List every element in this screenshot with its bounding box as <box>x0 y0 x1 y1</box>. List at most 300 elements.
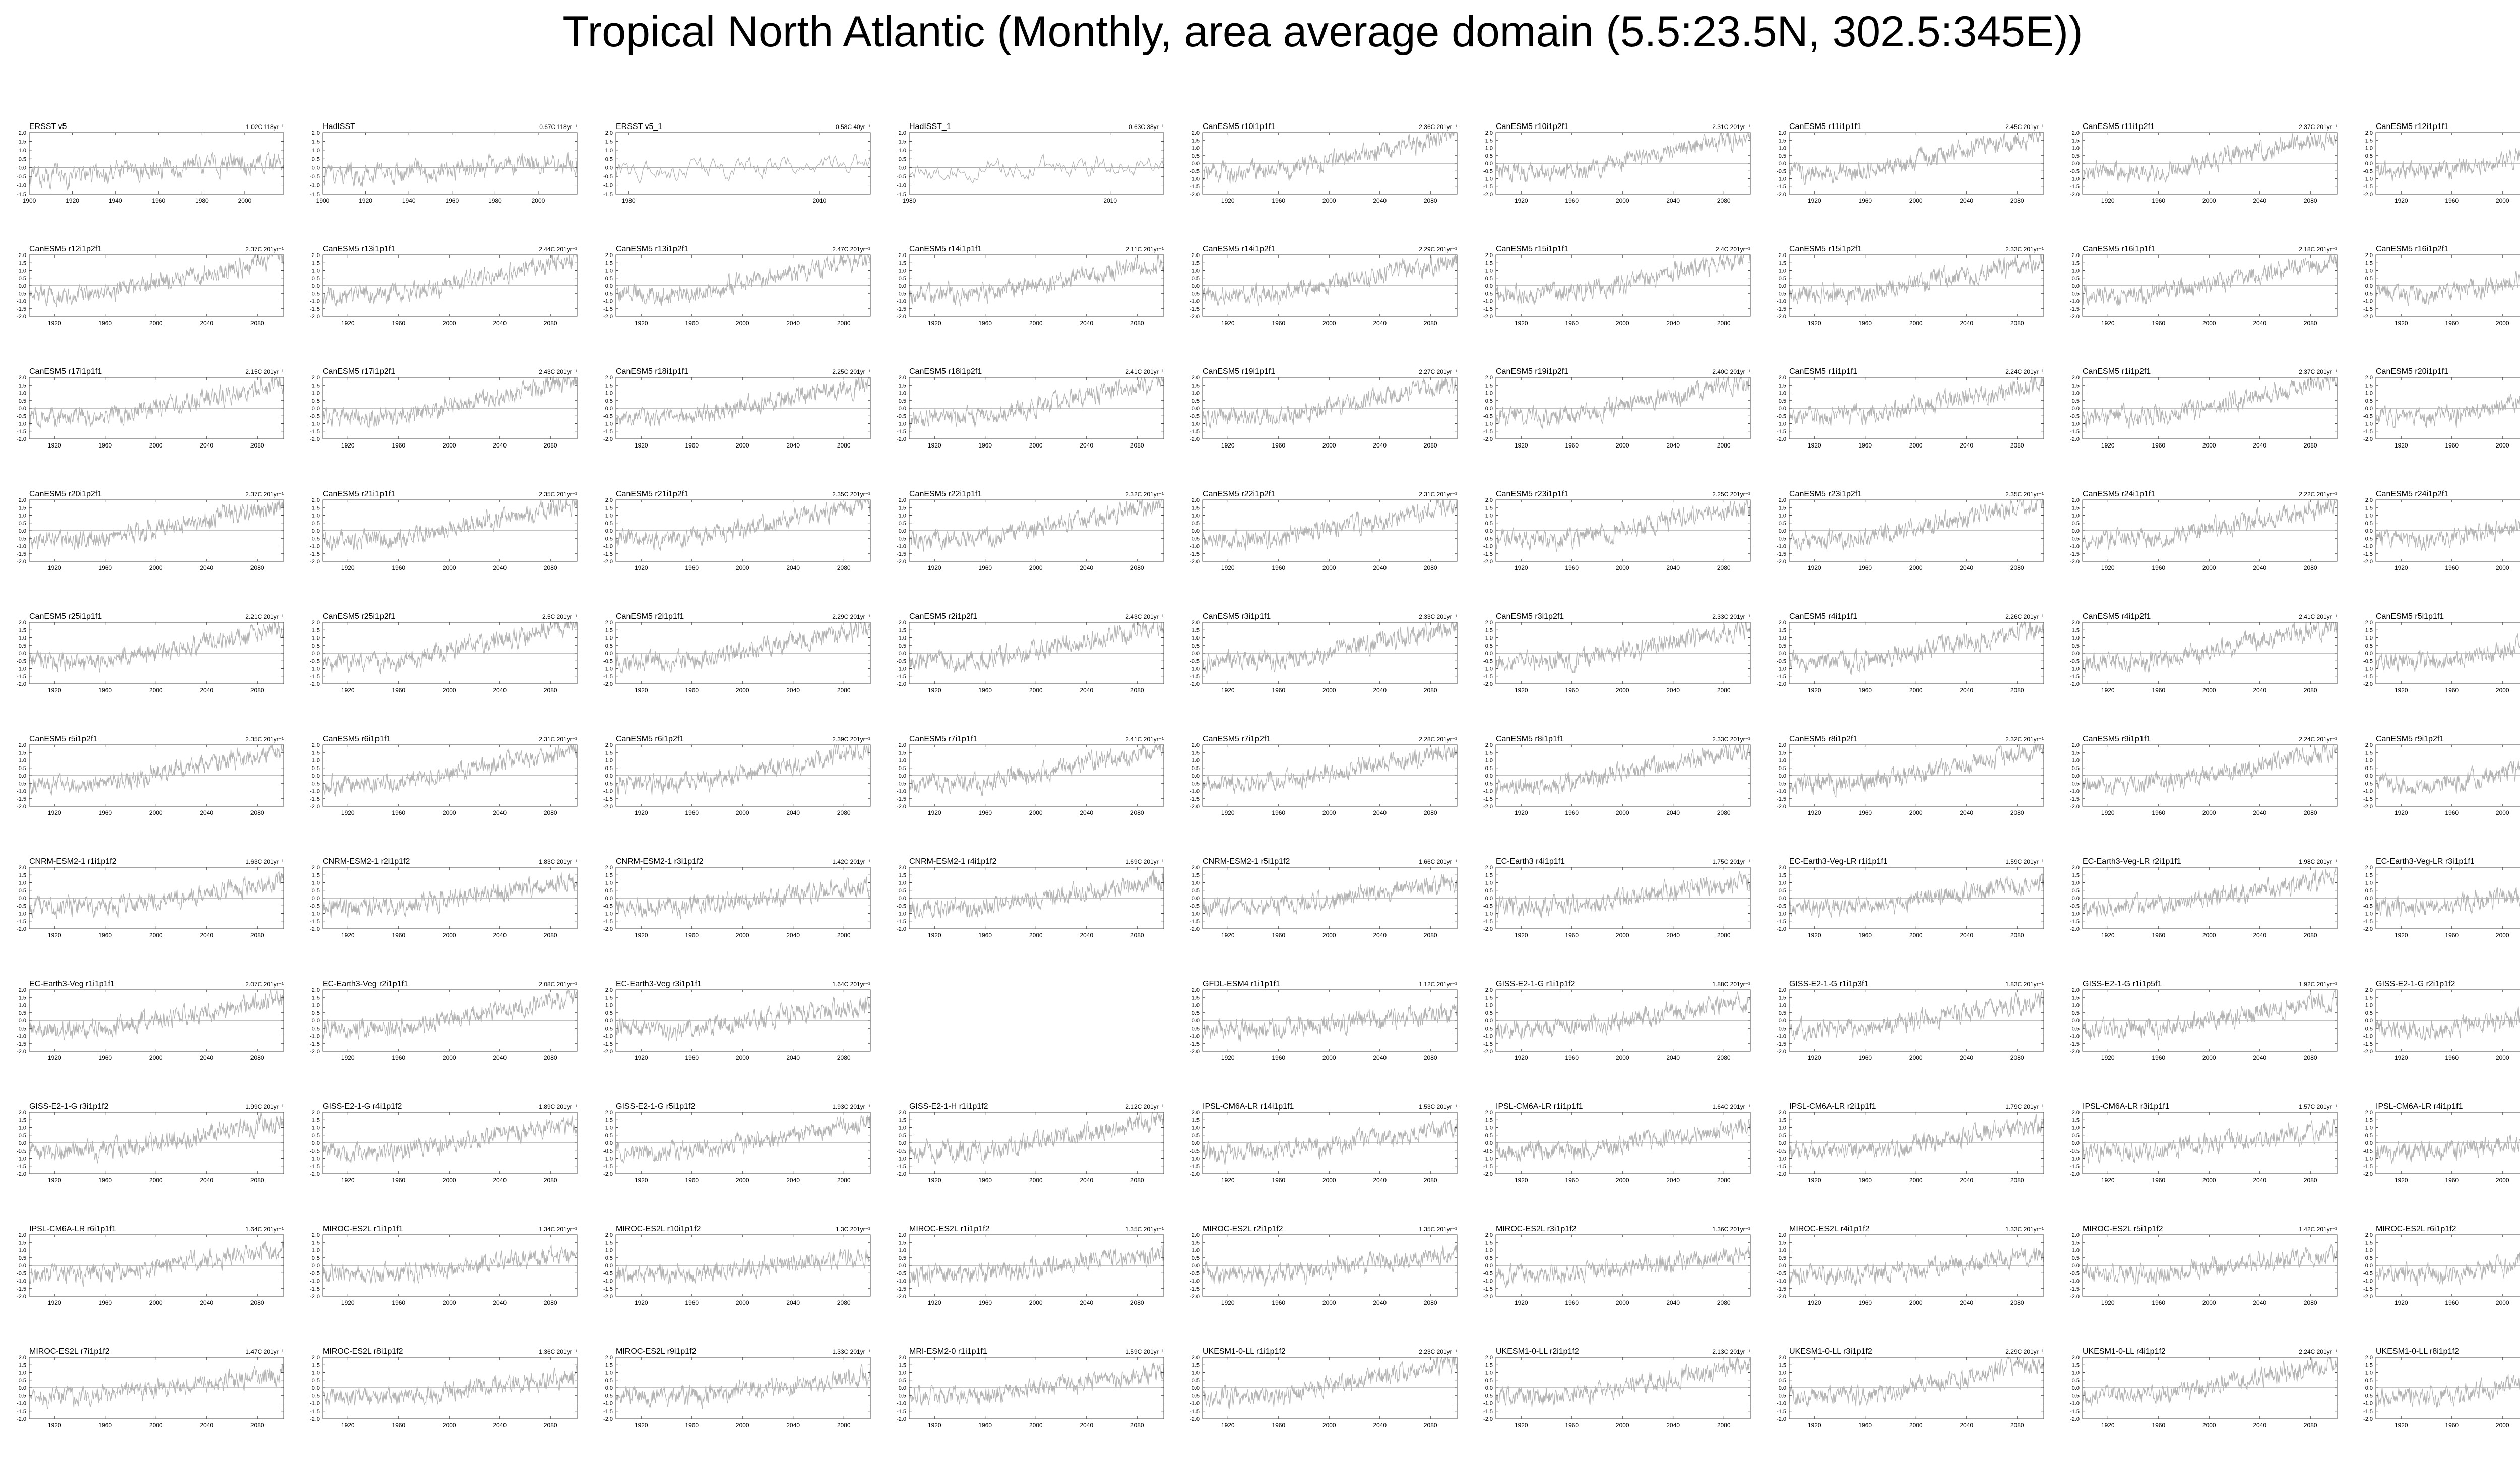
panel-title: IPSL-CM6A-LR r3i1p1f1 <box>2083 1102 2170 1111</box>
series-line <box>1496 133 1750 182</box>
y-tick-label: -1.5 <box>1190 1041 1200 1047</box>
x-tick-label: 2040 <box>1080 1299 1094 1306</box>
y-tick-label: 2.0 <box>898 375 906 381</box>
y-tick-label: -2.0 <box>1777 314 1786 320</box>
y-tick-label: 2.0 <box>2365 742 2373 748</box>
x-tick-label: 2040 <box>786 687 800 694</box>
chart-panel <box>1190 857 1457 939</box>
y-tick-label: 0.0 <box>311 896 320 902</box>
series-line <box>1789 1114 2044 1160</box>
panel-title: GISS-E2-1-G r1i1p1f2 <box>1496 980 1576 988</box>
y-tick-label: 1.0 <box>898 635 906 642</box>
series-line <box>1789 622 2044 675</box>
panel-title: CanESM5 r13i1p1f1 <box>323 245 396 253</box>
y-tick-label: -1.5 <box>17 673 26 680</box>
y-tick-label: -2.0 <box>1190 1049 1200 1055</box>
y-tick-label: 2.0 <box>18 1110 26 1116</box>
x-tick-label: 2000 <box>735 687 749 694</box>
y-tick-label: -2.0 <box>603 1049 613 1055</box>
y-tick-label: 2.0 <box>1485 130 1493 136</box>
y-tick-label: -2.0 <box>2363 1171 2373 1177</box>
x-tick-label: 1920 <box>1514 1422 1528 1429</box>
y-tick-label: 0.5 <box>898 1377 906 1384</box>
y-tick-label: 1.0 <box>1191 390 1200 397</box>
x-tick-label: 2080 <box>1717 1299 1731 1306</box>
y-tick-label: 1.0 <box>311 513 320 519</box>
y-tick-label: 0.0 <box>2071 651 2080 657</box>
y-tick-label: 2.0 <box>1191 987 1200 993</box>
trend-label: 1.53C 201yr⁻¹ <box>1419 1103 1457 1110</box>
x-tick-label: 2000 <box>1029 809 1043 816</box>
x-tick-label: 1920 <box>1807 809 1821 816</box>
x-tick-label: 2080 <box>1717 197 1731 204</box>
y-tick-label: 2.0 <box>311 987 320 993</box>
y-tick-label: 0.0 <box>18 651 26 657</box>
y-tick-label: 1.0 <box>2365 390 2373 397</box>
x-tick-label: 2040 <box>1373 197 1387 204</box>
x-tick-label: 2080 <box>543 1299 557 1306</box>
x-tick-label: 2000 <box>1909 687 1923 694</box>
y-tick-label: 2.0 <box>18 620 26 626</box>
panel-title: CanESM5 r2i1p1f1 <box>616 612 684 621</box>
y-tick-label: -2.0 <box>310 1171 320 1177</box>
y-tick-label: 0.0 <box>2071 406 2080 412</box>
y-tick-label: 1.5 <box>1485 1362 1493 1369</box>
y-tick-label: 1.5 <box>1191 1240 1200 1246</box>
y-tick-label: -0.5 <box>2070 903 2080 910</box>
x-tick-label: 2080 <box>1717 442 1731 449</box>
y-tick-label: 2.0 <box>605 1232 613 1238</box>
chart-panel <box>1777 490 2044 571</box>
chart-panel <box>2363 735 2520 816</box>
x-tick-label: 1920 <box>341 809 355 816</box>
x-tick-label: 1920 <box>2101 687 2115 694</box>
plot-frame <box>29 133 284 194</box>
series-line <box>1203 745 1457 794</box>
y-tick-label: -2.0 <box>2070 314 2080 320</box>
y-tick-label: -1.0 <box>1777 543 1786 550</box>
series-line <box>29 745 284 796</box>
x-tick-label: 1920 <box>1807 442 1821 449</box>
x-tick-label: 2000 <box>1909 932 1923 939</box>
y-tick-label: 1.5 <box>1191 750 1200 756</box>
y-tick-label: -2.0 <box>1483 191 1493 198</box>
x-tick-label: 2000 <box>1322 1177 1336 1184</box>
y-tick-label: -2.0 <box>1190 1294 1200 1300</box>
y-tick-label: -2.0 <box>1777 436 1786 442</box>
y-tick-label: 1.0 <box>1485 1002 1493 1009</box>
y-tick-label: 0.5 <box>1191 153 1200 159</box>
y-tick-label: -1.0 <box>1483 298 1493 305</box>
panel-title: CNRM-ESM2-1 r5i1p1f2 <box>1203 857 1290 866</box>
x-tick-label: 1920 <box>47 932 61 939</box>
y-tick-label: 1.0 <box>1191 1125 1200 1131</box>
y-tick-label: -1.5 <box>2363 1408 2373 1415</box>
y-tick-label: -1.0 <box>2363 421 2373 427</box>
x-tick-label: 2080 <box>837 442 851 449</box>
chart-panel <box>1483 735 1750 816</box>
x-tick-label: 2080 <box>2010 564 2024 571</box>
x-tick-label: 2040 <box>1666 1177 1680 1184</box>
y-tick-label: -1.5 <box>2363 796 2373 802</box>
y-tick-label: 0.5 <box>2071 398 2080 404</box>
y-tick-label: 1.0 <box>605 635 613 642</box>
chart-panel <box>2070 735 2337 816</box>
x-tick-label: 2080 <box>543 932 557 939</box>
y-tick-label: 0.0 <box>18 1263 26 1269</box>
y-tick-label: 0.5 <box>311 1132 320 1139</box>
x-tick-label: 1960 <box>1858 1054 1872 1061</box>
y-tick-label: -1.0 <box>310 911 320 917</box>
y-tick-label: -0.5 <box>1483 536 1493 542</box>
y-tick-label: 1.0 <box>1485 145 1493 152</box>
x-tick-label: 2000 <box>1029 564 1043 571</box>
y-tick-label: 0.0 <box>898 165 906 171</box>
y-tick-label: 1.5 <box>2071 138 2080 144</box>
y-tick-label: -0.5 <box>2363 413 2373 420</box>
trend-label: 1.59C 201yr⁻¹ <box>2005 858 2044 865</box>
y-tick-label: -2.0 <box>1190 314 1200 320</box>
panel-title: MIROC-ES2L r3i1p1f2 <box>1496 1225 1577 1233</box>
y-tick-label: -0.5 <box>1777 903 1786 910</box>
y-tick-label: 2.0 <box>605 497 613 503</box>
y-tick-label: -1.0 <box>310 1156 320 1162</box>
series-line <box>29 872 284 919</box>
y-tick-label: -1.0 <box>603 182 613 189</box>
y-tick-label: -2.0 <box>310 681 320 687</box>
x-tick-label: 1960 <box>1272 564 1286 571</box>
y-tick-label: -0.5 <box>17 1270 26 1277</box>
y-tick-label: -2.0 <box>897 926 906 932</box>
y-tick-label: 0.5 <box>311 1255 320 1261</box>
panel-title: GFDL-ESM4 r1i1p1f1 <box>1203 980 1280 988</box>
x-tick-label: 1920 <box>634 1422 648 1429</box>
y-tick-label: -1.0 <box>897 666 906 672</box>
y-tick-label: 0.5 <box>18 398 26 404</box>
x-tick-label: 2040 <box>200 1422 214 1429</box>
x-tick-label: 2000 <box>149 932 163 939</box>
x-tick-label: 2080 <box>543 687 557 694</box>
chart-panel <box>17 245 284 327</box>
panel-title: CanESM5 r1i1p1f1 <box>1789 367 1858 376</box>
x-tick-label: 1920 <box>359 197 372 204</box>
x-tick-label: 1960 <box>1565 197 1579 204</box>
y-tick-label: 0.0 <box>1191 1385 1200 1391</box>
y-tick-label: 0.0 <box>2071 1385 2080 1391</box>
trend-label: 1.33C 201yr⁻¹ <box>832 1348 870 1355</box>
y-tick-label: 2.0 <box>605 620 613 626</box>
y-tick-label: -2.0 <box>1483 926 1493 932</box>
series-line <box>29 152 284 190</box>
chart-panel <box>2070 612 2337 694</box>
y-tick-label: -1.5 <box>2070 1408 2080 1415</box>
y-tick-label: 1.0 <box>1191 145 1200 152</box>
y-tick-label: 1.0 <box>1191 757 1200 764</box>
y-tick-label: 1.5 <box>1485 750 1493 756</box>
series-line <box>1496 622 1750 673</box>
y-tick-label: -0.5 <box>2363 903 2373 910</box>
x-tick-label: 2040 <box>200 564 214 571</box>
y-tick-label: -1.5 <box>1190 1408 1200 1415</box>
x-tick-label: 1960 <box>2445 319 2459 327</box>
y-tick-label: -0.5 <box>603 903 613 910</box>
y-tick-label: 1.0 <box>1485 513 1493 519</box>
y-tick-label: 1.5 <box>2365 872 2373 879</box>
y-tick-label: -2.0 <box>603 1416 613 1422</box>
series-line <box>616 1115 870 1163</box>
y-tick-label: 1.0 <box>605 1002 613 1009</box>
y-tick-label: -1.0 <box>2363 298 2373 305</box>
y-tick-label: -1.0 <box>310 421 320 427</box>
y-tick-label: -0.5 <box>17 781 26 787</box>
y-tick-label: -1.5 <box>897 673 906 680</box>
series-line <box>1496 745 1750 795</box>
y-tick-label: 2.0 <box>1191 865 1200 871</box>
y-tick-label: 0.0 <box>2365 651 2373 657</box>
y-tick-label: 2.0 <box>311 497 320 503</box>
panel-title: CanESM5 r14i1p2f1 <box>1203 245 1276 253</box>
y-tick-label: 1.5 <box>311 382 320 389</box>
x-tick-label: 2040 <box>200 1299 214 1306</box>
y-tick-label: -1.5 <box>2363 918 2373 925</box>
y-tick-label: -0.5 <box>1777 291 1786 297</box>
y-tick-label: 1.5 <box>605 260 613 267</box>
trend-label: 1.88C 201yr⁻¹ <box>1712 981 1750 988</box>
chart-panel <box>897 1102 1164 1184</box>
y-tick-label: 1.0 <box>2071 757 2080 764</box>
x-tick-label: 2040 <box>2253 564 2267 571</box>
series-line <box>2083 990 2337 1040</box>
panel-title: MIROC-ES2L r9i1p1f2 <box>616 1347 697 1356</box>
x-tick-label: 2080 <box>543 1422 557 1429</box>
x-tick-label: 2040 <box>1666 197 1680 204</box>
x-tick-label: 1920 <box>2394 564 2408 571</box>
y-tick-label: 1.5 <box>1778 1362 1786 1369</box>
y-tick-label: 1.5 <box>898 872 906 879</box>
y-tick-label: 0.0 <box>2071 1263 2080 1269</box>
chart-panel <box>603 1347 870 1429</box>
y-tick-label: 1.5 <box>2365 138 2373 144</box>
x-tick-label: 2040 <box>786 932 800 939</box>
x-tick-label: 2080 <box>2010 1422 2024 1429</box>
y-tick-label: 1.5 <box>605 995 613 1001</box>
y-tick-label: -1.0 <box>1483 176 1493 182</box>
chart-panel <box>2363 367 2520 449</box>
panel-title: CanESM5 r2i1p2f1 <box>909 612 978 621</box>
y-tick-label: -1.0 <box>310 1278 320 1285</box>
y-tick-label: -1.5 <box>2070 796 2080 802</box>
x-tick-label: 2000 <box>1029 1299 1043 1306</box>
panel-title: CanESM5 r12i1p1f1 <box>2376 122 2449 131</box>
x-tick-label: 1980 <box>621 197 636 204</box>
y-tick-label: 0.5 <box>1778 520 1786 527</box>
y-tick-label: 0.5 <box>2365 1377 2373 1384</box>
y-tick-label: -1.5 <box>897 551 906 557</box>
x-tick-label: 2000 <box>1029 1422 1043 1429</box>
series-line <box>1496 377 1750 429</box>
y-tick-label: -1.0 <box>1190 788 1200 795</box>
y-tick-label: -1.5 <box>1483 428 1493 435</box>
x-tick-label: 2000 <box>1322 564 1336 571</box>
series-line <box>909 622 1164 673</box>
x-tick-label: 2000 <box>1909 1054 1923 1061</box>
x-tick-label: 2080 <box>250 442 264 449</box>
y-tick-label: 0.5 <box>18 1377 26 1384</box>
y-tick-label: 2.0 <box>2365 1232 2373 1238</box>
y-tick-label: -0.5 <box>2363 658 2373 665</box>
y-tick-label: -1.0 <box>2070 421 2080 427</box>
y-tick-label: 2.0 <box>605 375 613 381</box>
y-tick-label: 0.0 <box>1485 1385 1493 1391</box>
y-tick-label: 2.0 <box>1485 252 1493 259</box>
x-tick-label: 2040 <box>2253 197 2267 204</box>
y-tick-label: -2.0 <box>2363 559 2373 565</box>
y-tick-label: -1.0 <box>1777 1033 1786 1040</box>
trend-label: 2.5C 201yr⁻¹ <box>542 613 577 620</box>
y-tick-label: 0.5 <box>311 398 320 404</box>
y-tick-label: -1.5 <box>1483 183 1493 190</box>
x-tick-label: 2080 <box>250 319 264 327</box>
y-tick-label: -0.5 <box>310 1148 320 1155</box>
y-tick-label: 1.5 <box>2365 505 2373 512</box>
x-tick-label: 2000 <box>149 1299 163 1306</box>
y-tick-label: -1.0 <box>1777 788 1786 795</box>
x-tick-label: 1960 <box>2152 809 2166 816</box>
chart-panel <box>1190 367 1457 449</box>
x-tick-label: 1960 <box>2445 442 2459 449</box>
x-tick-label: 1960 <box>2445 1177 2459 1184</box>
y-tick-label: 1.5 <box>898 382 906 389</box>
y-tick-label: -0.5 <box>2363 1270 2373 1277</box>
y-tick-label: -2.0 <box>2070 804 2080 810</box>
x-tick-label: 2000 <box>2495 442 2509 449</box>
series-line <box>323 1365 577 1406</box>
y-tick-label: -2.0 <box>2070 926 2080 932</box>
y-tick-label: 1.5 <box>18 505 26 512</box>
x-tick-label: 2000 <box>1322 319 1336 327</box>
trend-label: 1.3C 201yr⁻¹ <box>835 1226 870 1233</box>
x-tick-label: 2080 <box>2303 687 2317 694</box>
y-tick-label: 2.0 <box>2071 1355 2080 1361</box>
panel-title: CanESM5 r14i1p1f1 <box>909 245 982 253</box>
trend-label: 1.59C 201yr⁻¹ <box>1125 1348 1164 1355</box>
x-tick-label: 1920 <box>1514 442 1528 449</box>
y-tick-label: -1.5 <box>1483 796 1493 802</box>
chart-panel <box>603 1225 870 1306</box>
y-tick-label: 0.0 <box>311 1140 320 1146</box>
x-tick-label: 1920 <box>1221 1422 1235 1429</box>
series-line <box>616 1249 870 1284</box>
x-tick-label: 2040 <box>1666 1299 1680 1306</box>
chart-panel <box>310 245 577 327</box>
chart-panel <box>310 980 577 1061</box>
y-tick-label: 2.0 <box>18 1355 26 1361</box>
panel-title: CanESM5 r1i1p2f1 <box>2083 367 2151 376</box>
y-tick-label: 0.0 <box>1778 1018 1786 1024</box>
y-tick-label: -1.0 <box>310 1033 320 1040</box>
x-tick-label: 1960 <box>1272 1054 1286 1061</box>
x-tick-label: 2040 <box>2253 1177 2267 1184</box>
x-tick-label: 1920 <box>1807 687 1821 694</box>
x-tick-label: 2000 <box>1909 564 1923 571</box>
series-line <box>2376 992 2520 1041</box>
y-tick-label: -2.0 <box>897 681 906 687</box>
x-tick-label: 1920 <box>47 1054 61 1061</box>
y-tick-label: -1.5 <box>897 1286 906 1292</box>
y-tick-label: 2.0 <box>311 375 320 381</box>
y-tick-label: 1.0 <box>898 757 906 764</box>
panel-title: GISS-E2-1-G r1i1p3f1 <box>1789 980 1869 988</box>
trend-label: 2.24C 201yr⁻¹ <box>2005 368 2044 375</box>
y-tick-label: 0.5 <box>605 1255 613 1261</box>
y-tick-label: -1.0 <box>2363 1033 2373 1040</box>
panel-title: CanESM5 r22i1p2f1 <box>1203 490 1276 498</box>
x-tick-label: 2040 <box>786 564 800 571</box>
x-tick-label: 2040 <box>2253 442 2267 449</box>
x-tick-label: 2080 <box>2010 687 2024 694</box>
chart-panel <box>1483 490 1750 571</box>
y-tick-label: 1.5 <box>1778 1240 1786 1246</box>
y-tick-label: -1.5 <box>603 428 613 435</box>
y-tick-label: 0.0 <box>2071 773 2080 779</box>
y-tick-label: 1.5 <box>1485 995 1493 1001</box>
y-tick-label: 1.5 <box>1191 382 1200 389</box>
x-tick-label: 2000 <box>1322 932 1336 939</box>
y-tick-label: -2.0 <box>603 1171 613 1177</box>
y-tick-label: 0.0 <box>605 651 613 657</box>
y-tick-label: 1.0 <box>1778 513 1786 519</box>
x-tick-label: 1960 <box>1272 319 1286 327</box>
trend-label: 2.43C 201yr⁻¹ <box>1125 613 1164 620</box>
chart-panel <box>1777 122 2044 204</box>
x-tick-label: 2040 <box>493 564 507 571</box>
x-tick-label: 2040 <box>1666 809 1680 816</box>
y-tick-label: 1.5 <box>2365 1240 2373 1246</box>
y-tick-label: 2.0 <box>898 1110 906 1116</box>
y-tick-label: -1.5 <box>897 796 906 802</box>
y-tick-label: 1.5 <box>311 627 320 634</box>
y-tick-label: -1.5 <box>1777 428 1786 435</box>
panel-title: CanESM5 r8i1p1f1 <box>1496 735 1564 743</box>
y-tick-label: -1.5 <box>17 1286 26 1292</box>
x-tick-label: 2000 <box>2495 1299 2509 1306</box>
y-tick-label: -0.5 <box>603 291 613 297</box>
y-tick-label: 1.0 <box>898 147 906 154</box>
y-tick-label: 0.5 <box>311 520 320 527</box>
y-tick-label: -2.0 <box>1777 1416 1786 1422</box>
y-tick-label: 0.0 <box>1778 773 1786 779</box>
x-tick-label: 1920 <box>47 1422 61 1429</box>
x-tick-label: 1920 <box>2394 932 2408 939</box>
x-tick-label: 1960 <box>685 1299 699 1306</box>
y-tick-label: 0.5 <box>1485 1377 1493 1384</box>
x-tick-label: 2000 <box>1322 442 1336 449</box>
trend-label: 0.67C 118yr⁻¹ <box>539 123 577 131</box>
y-tick-label: 2.0 <box>2365 620 2373 626</box>
y-tick-label: 0.5 <box>898 887 906 894</box>
y-tick-label: 0.0 <box>605 528 613 534</box>
x-tick-label: 2000 <box>442 1299 456 1306</box>
y-tick-label: -1.0 <box>17 421 26 427</box>
x-tick-label: 2000 <box>1615 809 1629 816</box>
x-tick-label: 2000 <box>735 1054 749 1061</box>
trend-label: 2.07C 201yr⁻¹ <box>245 981 284 988</box>
series-line <box>909 1112 1164 1165</box>
x-tick-label: 2040 <box>1666 932 1680 939</box>
y-tick-label: 1.0 <box>2365 1125 2373 1131</box>
y-tick-label: 1.5 <box>311 750 320 756</box>
x-tick-label: 1920 <box>47 1299 61 1306</box>
